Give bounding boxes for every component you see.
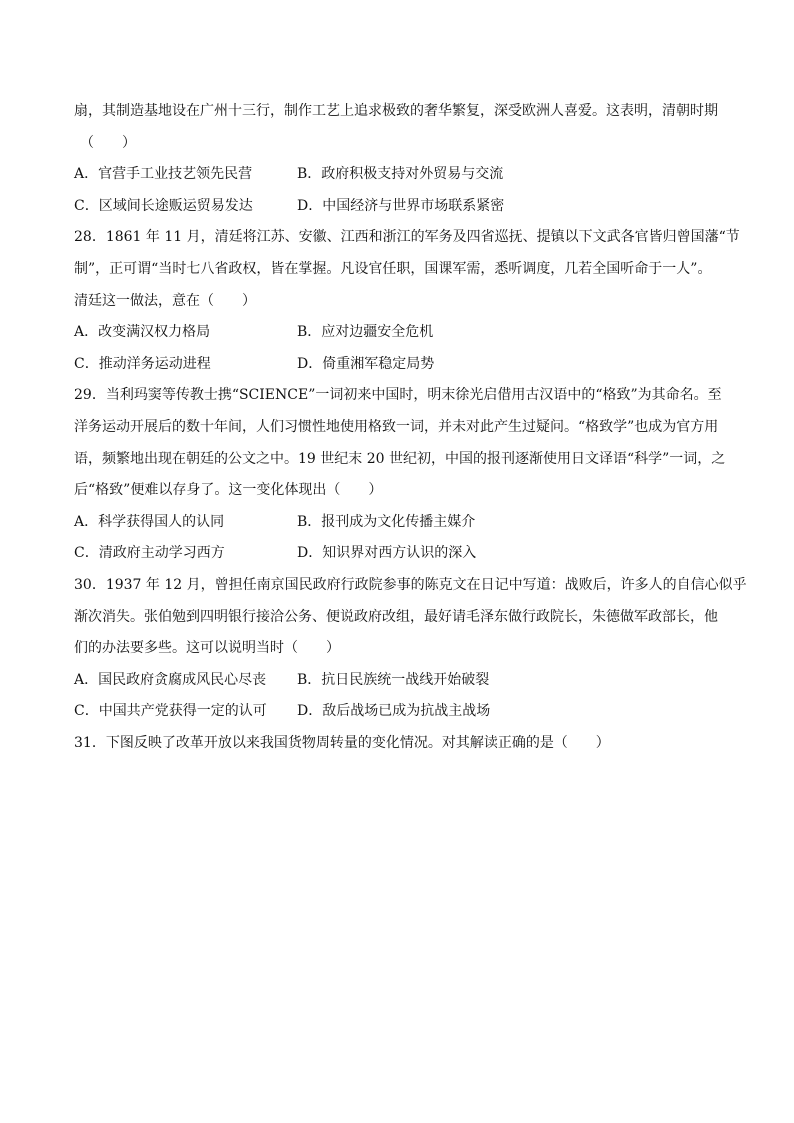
- question-29-option-d: D．知识界对西方认识的深入: [297, 545, 477, 562]
- question-30-options-row-1: [74, 665, 730, 697]
- question-27: [74, 96, 730, 222]
- question-30-option-b: B．抗日民族统一战线开始破裂: [297, 671, 490, 688]
- question-28-options-row-1: [74, 317, 730, 349]
- question-29-options-row-1: [74, 507, 730, 539]
- question-30-options-row-2: [74, 696, 730, 728]
- question-29-option-c: C．清政府主动学习西方: [74, 545, 225, 562]
- question-29-stem-line-2: 洋务运动开展后的数十年间，人们习惯性地使用格致一词，并未对此产生过疑问。“格致学”也成为官方用: [74, 418, 719, 435]
- question-28-option-c: C．推动洋务运动进程: [74, 355, 211, 372]
- question-27-option-d: D．中国经济与世界市场联系紧密: [297, 197, 505, 214]
- question-28-stem-line-2: 制”，正可谓“当时七八省政权，皆在掌握。凡设官任职，国课军需，悉听调度，几若全国听命于一人”。: [74, 260, 712, 277]
- question-28-option-d: D．倚重湘军稳定局势: [297, 355, 435, 372]
- question-27-option-b: B．政府积极支持对外贸易与交流: [297, 166, 504, 183]
- question-28-stem-line-1: 28．1861 年 11 月，清廷将江苏、安徽、江西和浙江的军务及四省巡抚、提镇以下文武各官皆归曾国藩“节: [74, 229, 740, 246]
- question-28-stem-line-3: 清廷这一做法，意在（ ）: [74, 292, 256, 309]
- question-27-options-row-1: [74, 159, 730, 191]
- question-30-stem-line-3: 们的办法要多些。这可以说明当时（ ）: [74, 640, 340, 657]
- question-27-stem-line-1: 扇，其制造基地设在广州十三行，制作工艺上追求极致的奢华繁复，深受欧洲人喜爱。这表明，清朝时期: [74, 103, 718, 119]
- question-29: [74, 380, 730, 570]
- question-30-option-d: D．敌后战场已成为抗战主战场: [297, 703, 491, 720]
- question-30-stem-line-2: 渐次消失。张伯勉到四明银行接洽公务、便说政府改组，最好请毛泽东做行政院长，朱德做军政部长，他: [74, 608, 718, 625]
- question-29-stem-line-1: 29．当利玛窦等传教士携“SCIENCE”一词初来中国时，明末徐光启借用古汉语中的“格致”为其命名。至: [74, 387, 722, 404]
- question-30-option-c: C．中国共产党获得一定的认可: [74, 703, 267, 720]
- question-31: [74, 728, 730, 760]
- question-27-option-c: C．区域间长途贩运贸易发达: [74, 197, 253, 214]
- question-30-stem-line-1: 30．1937 年 12 月，曾担任南京国民政府行政院参事的陈克文在日记中写道：战败后，许多人的自信心似乎: [74, 576, 747, 593]
- question-31-stem-line-1: 31．下图反映了改革开放以来我国货物周转量的变化情况。对其解读正确的是（ ）: [74, 734, 610, 751]
- question-29-stem-line-3: 语，频繁地出现在朝廷的公文之中。19 世纪末 20 世纪初，中国的报刊逐渐使用日文译语“科学”一词，之: [74, 450, 726, 467]
- question-27-options-row-2: [74, 191, 730, 223]
- question-29-options-row-2: [74, 538, 730, 570]
- question-29-option-b: B．报刊成为文化传播主媒介: [297, 513, 476, 530]
- question-27-stem-line-2: （ ）: [80, 134, 136, 151]
- question-28-options-row-2: [74, 349, 730, 381]
- question-30: [74, 570, 747, 728]
- question-30-option-a: A．国民政府贪腐成风民心尽丧: [74, 671, 267, 688]
- question-28-option-b: B．应对边疆安全危机: [297, 324, 434, 341]
- question-29-option-a: A．科学获得国人的认同: [74, 513, 225, 530]
- exam-page: [74, 96, 747, 759]
- question-28-option-a: A．改变满汉权力格局: [74, 324, 211, 341]
- question-27-option-a: A．官营手工业技艺领先民营: [74, 166, 253, 183]
- question-28: [74, 222, 740, 380]
- question-29-stem-line-4: 后“格致”便难以存身了。这一变化体现出（ ）: [74, 482, 383, 499]
